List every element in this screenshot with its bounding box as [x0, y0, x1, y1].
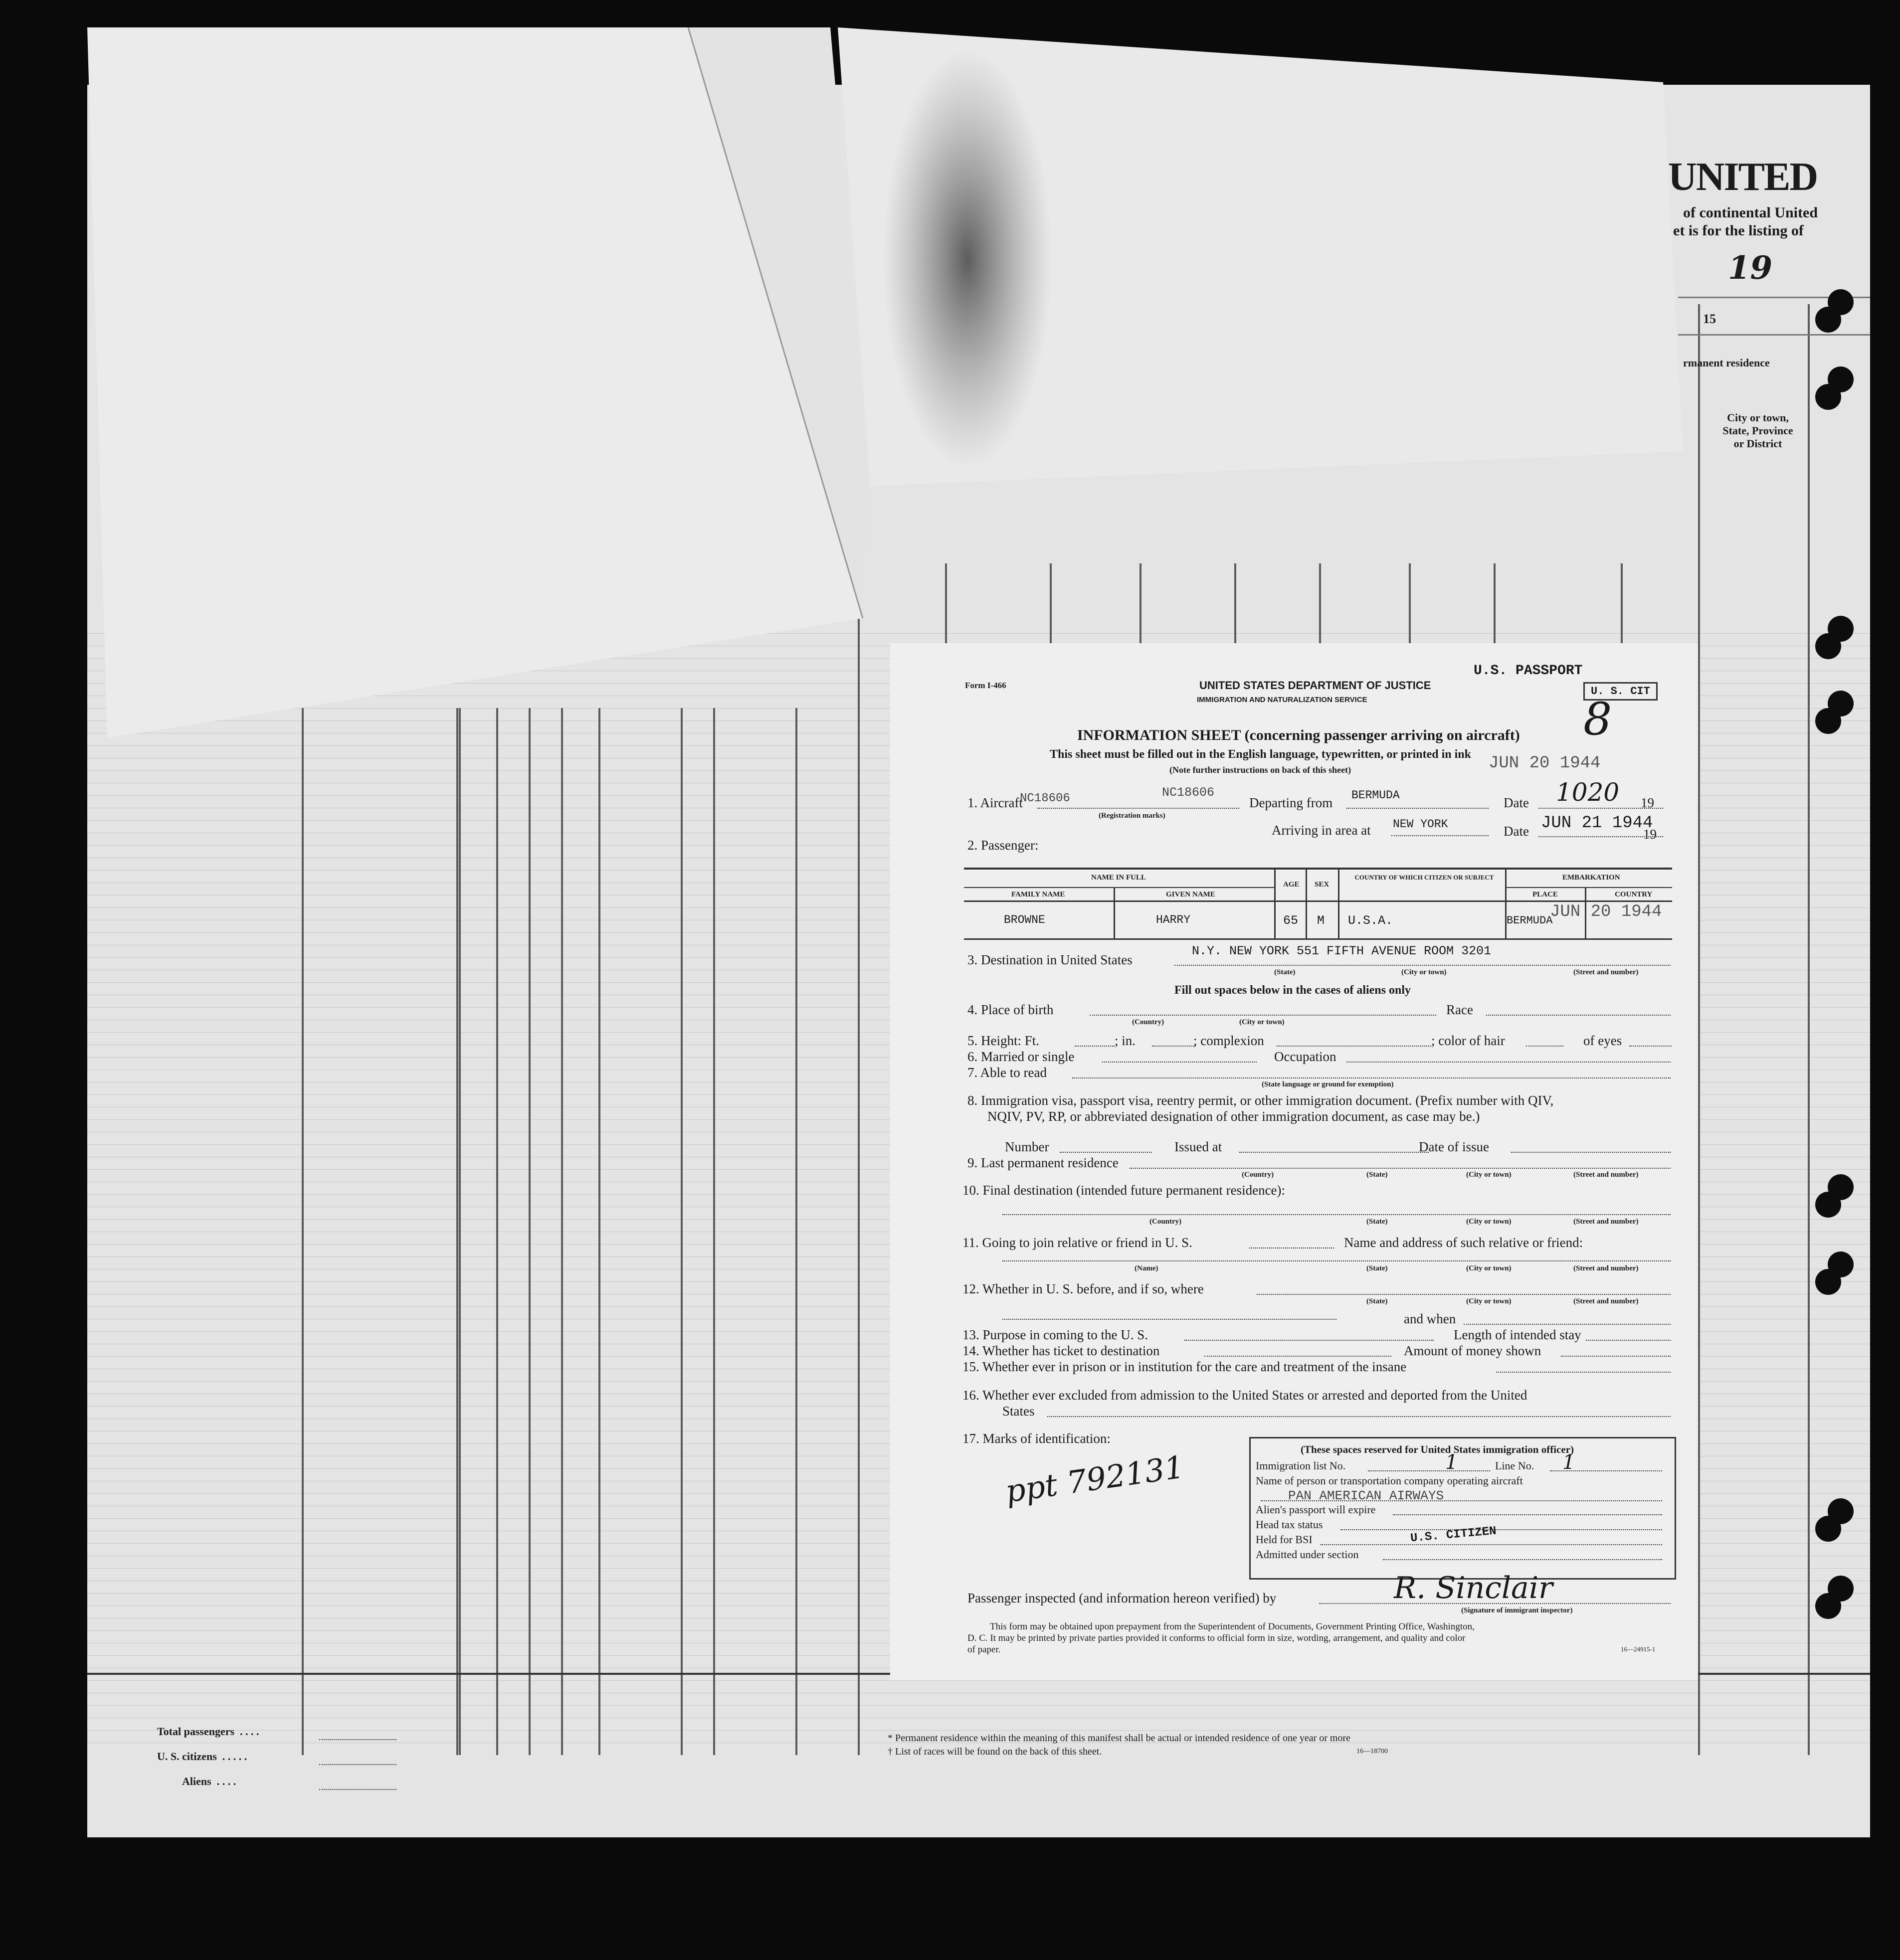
passport-label: U.S. PASSPORT: [1474, 663, 1583, 679]
q16-line1: 16. Whether ever excluded from admission to the United States or arrested and deported from the United: [962, 1388, 1527, 1403]
td-given-name: HARRY: [1156, 913, 1191, 926]
th-age: AGE: [1283, 881, 1300, 889]
q8-date-label: Date of issue: [1419, 1139, 1489, 1154]
caption-street: (Street and number): [1573, 968, 1639, 976]
manifest-footnote: * Permanent residence within the meaning of this manifest shall be actual or intended residence of one year or more: [888, 1733, 1351, 1744]
paper-fold-shadow: [883, 50, 1052, 469]
destination-label: 3. Destination in United States: [967, 952, 1133, 967]
caption-street: (Street and number): [1573, 1171, 1639, 1179]
dept-subtitle: IMMIGRATION AND NATURALIZATION SERVICE: [1197, 696, 1367, 704]
q6-occupation-field: [1346, 1062, 1671, 1063]
totals-aliens-label: Aliens . . . .: [182, 1775, 236, 1787]
operator-label: Name of person or transportation company operating aircraft: [1256, 1474, 1523, 1487]
q8-number-label: Number: [1005, 1139, 1049, 1154]
totals-citizens-text: U. S. citizens: [157, 1750, 217, 1763]
head-tax-label: Head tax status: [1256, 1518, 1323, 1531]
q6-field: [1102, 1062, 1257, 1063]
totals-passengers-label: Total passengers . . . .: [157, 1725, 259, 1738]
column-number: 15: [1703, 312, 1716, 326]
caption-country: (Country): [1132, 1018, 1164, 1026]
q4-field: [1090, 1015, 1436, 1016]
q4-race-label: Race: [1446, 1002, 1473, 1017]
officer-reserved-box: [1249, 1437, 1676, 1580]
q13-label: 13. Purpose in coming to the U. S.: [962, 1327, 1148, 1342]
destination-field: [1174, 965, 1671, 966]
q13-b-label: Length of intended stay: [1454, 1327, 1581, 1342]
line-no-value: 1: [1562, 1451, 1575, 1474]
td-family-name: BROWNE: [1004, 913, 1045, 926]
th-country: COUNTRY: [1615, 891, 1653, 898]
arriving-value: NEW YORK: [1393, 818, 1448, 831]
q12-label: 12. Whether in U. S. before, and if so, where: [962, 1281, 1204, 1296]
q5-eyes-label: of eyes: [1583, 1033, 1622, 1048]
head-tax-field: [1340, 1529, 1662, 1530]
caption-state: (State): [1366, 1264, 1388, 1272]
caption-country: (Country): [1242, 1171, 1274, 1179]
sheet-note: (Note further instructions on back of this sheet): [1169, 765, 1351, 775]
td-sex: M: [1317, 913, 1325, 928]
q8-line2: NQIV, PV, RP, or abbreviated designation of other immigration document, as case may be.): [987, 1109, 1480, 1124]
q11-label: 11. Going to join relative or friend in U. S.: [962, 1235, 1192, 1250]
q8-line1: 8. Immigration visa, passport visa, reentry permit, or other immigration document. (Prefix number with QIV,: [967, 1093, 1554, 1108]
line-no-label: Line No.: [1495, 1459, 1534, 1472]
totals-aliens-text: Aliens: [182, 1775, 211, 1787]
td-embarkation-stamp: JUN 20 1944: [1550, 902, 1662, 921]
th-sex: SEX: [1315, 881, 1330, 889]
inspected-label: Passenger inspected (and information hereon verified) by: [967, 1591, 1277, 1605]
list-no-value: 1: [1445, 1451, 1458, 1474]
footer-line: D. C. It may be printed by private parties provided it conforms to official form in size, wording, arrangement, and quality and color: [967, 1633, 1466, 1643]
q11-field: [1249, 1247, 1334, 1248]
td-age: 65: [1283, 913, 1299, 928]
sheet-title: INFORMATION SHEET (concerning passenger arriving on aircraft): [1077, 727, 1520, 743]
date-19: 19: [1641, 795, 1654, 810]
q8-issued-label: Issued at: [1174, 1139, 1222, 1154]
caption-city: (City or town): [1239, 1018, 1285, 1026]
passenger-label: 2. Passenger:: [967, 838, 1039, 853]
caption-street: (Street and number): [1573, 1264, 1639, 1272]
date-handwritten: 1020: [1556, 778, 1620, 807]
manifest-header-line: of continental United: [1683, 204, 1818, 221]
caption-name: (Name): [1135, 1264, 1158, 1272]
q12-when-field: [1464, 1324, 1671, 1325]
q11-name-field: [1002, 1260, 1671, 1261]
q5-hair-field: [1526, 1046, 1563, 1047]
information-sheet: [890, 643, 1698, 1680]
q14-field: [1204, 1356, 1391, 1357]
q7-label: 7. Able to read: [967, 1065, 1047, 1080]
q5-complexion-label: ; complexion: [1193, 1033, 1264, 1048]
aircraft-value: NC18606: [1162, 785, 1215, 800]
column-header-residence: rmanent residence: [1683, 356, 1770, 369]
passport-expire-label: Alien's passport will expire: [1256, 1503, 1376, 1516]
manifest-title: UNITED: [1668, 155, 1818, 199]
date-stamp-top: JUN 20 1944: [1489, 754, 1601, 773]
list-no-field: [1368, 1470, 1490, 1471]
q4-race-field: [1486, 1015, 1671, 1016]
passport-expire-field: [1393, 1514, 1662, 1515]
q13-field: [1184, 1340, 1434, 1341]
manifest-year: 19: [1728, 249, 1773, 287]
q13-b-field: [1586, 1340, 1671, 1341]
q15-label: 15. Whether ever in prison or in institution for the care and treatment of the insane: [962, 1359, 1407, 1374]
q11-b-label: Name and address of such relative or friend:: [1344, 1235, 1583, 1250]
th-citizenship: COUNTRY OF WHICH CITIZEN OR SUBJECT: [1354, 874, 1494, 881]
footer-line: This form may be obtained upon prepayment from the Superintendent of Documents, Government Printing Office, Washington,: [990, 1621, 1475, 1632]
destination-value: N.Y. NEW YORK 551 FIFTH AVENUE ROOM 3201: [1192, 944, 1492, 958]
caption-state: (State): [1366, 1297, 1388, 1305]
td-place: BERMUDA: [1507, 914, 1553, 927]
q17-label: 17. Marks of identification:: [962, 1431, 1111, 1446]
aircraft-label: 1. Aircraft: [967, 795, 1023, 810]
date-label: Date: [1504, 795, 1529, 810]
q12-extra-field: [1002, 1319, 1336, 1320]
q12-field: [1257, 1294, 1671, 1295]
q5-ft-field: [1075, 1046, 1115, 1047]
q5-in-label: ; in.: [1115, 1033, 1136, 1048]
th-place: PLACE: [1532, 891, 1558, 898]
q6-occupation-label: Occupation: [1274, 1049, 1336, 1064]
departing-value: BERMUDA: [1351, 789, 1400, 802]
q9-label: 9. Last permanent residence: [967, 1155, 1119, 1170]
caption-street: (Street and number): [1573, 1218, 1639, 1226]
q8-date-field: [1511, 1152, 1671, 1153]
th-family-name: FAMILY NAME: [1011, 891, 1065, 898]
td-citizen: U.S.A.: [1348, 913, 1393, 928]
q15-field: [1496, 1372, 1671, 1373]
q5-in-field: [1152, 1046, 1194, 1047]
admitted-label: Admitted under section: [1256, 1548, 1359, 1561]
handwritten-8: 8: [1583, 693, 1612, 745]
aircraft-field: [1037, 808, 1239, 809]
date2-19: 19: [1643, 827, 1657, 842]
footer-form-code: 16—24915-1: [1621, 1645, 1656, 1653]
th-embarkation: EMBARKATION: [1562, 874, 1620, 882]
arriving-label: Arriving in area at: [1272, 823, 1371, 838]
q14-b-field: [1561, 1356, 1671, 1357]
footer-line: of paper.: [967, 1644, 1001, 1655]
admitted-field: [1383, 1559, 1662, 1560]
q5-eyes-field: [1629, 1046, 1672, 1047]
departing-label: Departing from: [1249, 795, 1333, 810]
q6-label: 6. Married or single: [967, 1049, 1075, 1064]
date2-label: Date: [1504, 824, 1529, 839]
aliens-only-heading: Fill out spaces below in the cases of aliens only: [1174, 984, 1411, 997]
column-sub-city: City or town,: [1727, 411, 1789, 424]
handwritten-passport-number: ppt 792131: [1003, 1448, 1187, 1510]
totals-citizens-label: U. S. citizens . . . . .: [157, 1750, 247, 1763]
th-given-name: GIVEN NAME: [1166, 891, 1215, 898]
q8-number-field: [1060, 1152, 1152, 1153]
caption-state: (State): [1366, 1218, 1388, 1226]
column-sub-state: State, Province: [1722, 424, 1793, 437]
caption-city: (City or town): [1466, 1171, 1512, 1179]
caption-city: (City or town): [1466, 1264, 1512, 1272]
caption-street: (Street and number): [1573, 1297, 1639, 1305]
q8-issued-field: [1239, 1152, 1429, 1153]
q16-field: [1047, 1416, 1671, 1417]
passenger-table: [964, 868, 1672, 940]
manifest-header-line: et is for the listing of: [1673, 222, 1804, 239]
us-cit-stamp: U. S. CIT: [1583, 682, 1658, 701]
date2-stamp: JUN 21 1944: [1541, 814, 1653, 833]
caption-state: (State): [1366, 1171, 1388, 1179]
signature-caption: (Signature of immigrant inspector): [1461, 1606, 1573, 1614]
sheet-instruction: This sheet must be filled out in the English language, typewritten, or printed in ink: [1050, 748, 1471, 761]
manifest-footnote: † List of races will be found on the back of this sheet.: [888, 1746, 1102, 1757]
caption-state: (State): [1274, 968, 1296, 976]
q16-line2: States: [1002, 1404, 1035, 1419]
list-no-label: Immigration list No.: [1256, 1459, 1346, 1472]
us-citizen-stamp: U.S. CITIZEN: [1410, 1524, 1497, 1546]
inspector-signature: R. Sinclair: [1394, 1571, 1553, 1605]
q10-label: 10. Final destination (intended future permanent residence):: [962, 1183, 1286, 1198]
q4-label: 4. Place of birth: [967, 1002, 1054, 1017]
held-bsi-label: Held for BSI: [1256, 1533, 1313, 1546]
operator-value: PAN AMERICAN AIRWAYS: [1288, 1488, 1444, 1503]
q5-label: 5. Height: Ft.: [967, 1033, 1040, 1048]
q7-caption: (State language or ground for exemption): [1262, 1080, 1394, 1088]
q10-field: [1002, 1214, 1671, 1215]
q9-field: [1130, 1168, 1671, 1169]
q14-b-label: Amount of money shown: [1404, 1343, 1541, 1358]
caption-city: (City or town): [1401, 968, 1447, 976]
departing-field: [1346, 808, 1489, 809]
th-name-in-full: NAME IN FULL: [1091, 874, 1146, 882]
manifest-form-code: 16—18700: [1356, 1748, 1388, 1755]
q5-complexion-field: [1277, 1046, 1431, 1047]
form-number: Form I-466: [965, 681, 1006, 690]
aircraft-typed-top: NC18606: [1020, 792, 1070, 805]
column-sub-district: or District: [1733, 437, 1782, 450]
q14-label: 14. Whether has ticket to destination: [962, 1343, 1160, 1358]
caption-city: (City or town): [1466, 1297, 1512, 1305]
q5-hair-label: ; color of hair: [1431, 1033, 1505, 1048]
totals-passengers-text: Total passengers: [157, 1725, 235, 1738]
dept-title: UNITED STATES DEPARTMENT OF JUSTICE: [1199, 679, 1431, 692]
registration-caption: (Registration marks): [1099, 812, 1165, 820]
caption-country: (Country): [1149, 1218, 1182, 1226]
q7-field: [1072, 1077, 1671, 1078]
caption-city: (City or town): [1466, 1218, 1512, 1226]
officer-box-title: (These spaces reserved for United States immigration officer): [1301, 1443, 1574, 1455]
arriving-field: [1391, 835, 1489, 836]
q12-when-label: and when: [1404, 1311, 1456, 1326]
held-bsi-field: [1321, 1544, 1662, 1545]
